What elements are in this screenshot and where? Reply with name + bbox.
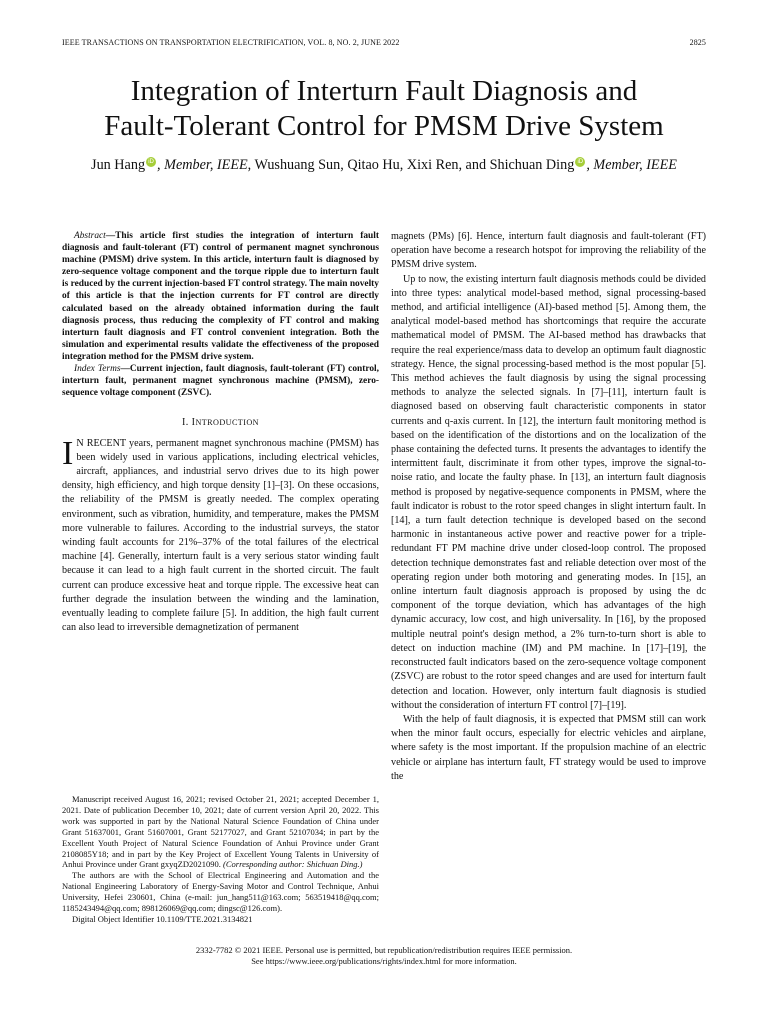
index-terms-text: Current injection, fault diagnosis, fault-tolerant (FT) control, interturn fault, permanent magnet synchronous machine (PMSM), zero-sequence voltage component (ZSVC). <box>62 364 379 399</box>
footnote-doi: Digital Object Identifier 10.1109/TTE.2021.3134821 <box>72 913 253 924</box>
intro-lead: N RECENT <box>76 437 126 449</box>
abstract-dash: — <box>105 231 116 241</box>
drop-cap: I <box>62 434 74 472</box>
footnote-affiliation: The authors are with the School of Electrical Engineering and Automation and the National Engineering Laboratory of Energy-Saving Motor and Control Technique, Anhui University, Hefei 230601, China (e-mail: jun_hang511@163.com; 563519418@qq.com; 1185243494@qq.com; 898126069@qq.com; dingsc@126.com). <box>62 870 379 914</box>
index-terms <box>62 363 379 399</box>
journal-name: IEEE TRANSACTIONS ON TRANSPORTATION ELECTRIFICATION, VOL. 8, NO. 2, JUNE 2022 <box>62 38 400 47</box>
author-list <box>40 157 728 174</box>
copyright-line: 2332-7782 © 2021 IEEE. Personal use is permitted, but republication/redistribution requires IEEE permission. <box>195 945 573 955</box>
author-5-membership: , Member, IEEE <box>586 157 677 173</box>
copyright-footer <box>62 945 706 967</box>
orcid-icon[interactable]: iD <box>146 157 156 167</box>
left-column <box>62 230 379 635</box>
author-1-membership: , Member, IEEE <box>157 157 248 173</box>
other-authors: , Wushuang Sun, Qitao Hu, Xixi Ren, and Shichuan Ding <box>247 157 575 173</box>
paper-title <box>40 74 728 144</box>
section-numeral: I. I <box>182 417 196 429</box>
footnotes <box>62 794 379 925</box>
abstract <box>62 230 379 363</box>
intro-text: years, permanent magnet synchronous machine (PMSM) has been widely used in various applications, including electrical vehicles, aircraft, appliances, and industrial servo drives due to its high power density, high efficiency, and high torque density [1]–[3]. On these occasions, the reliability of the PMSM is greatly needed. The complex operating environment, such as vibration, humidity, and temperature, makes the PMSM more vulnerable to failures. According to the industrial surveys, the stator winding fault accounts for 21%–37% of the total failures of the electrical machine [4]. Generally, interturn fault is a very serious stator winding fault because it can lead to a high fault current in the shorted circuit. The fault current can produce excessive heat and torque ripple. The excessive heat can further degrade the insulation between the winding and the lamination, eventually leading to complete failure [5]. In addition, the high fault current can also lead to irreversible demagnetization of permanent <box>62 437 379 634</box>
corresponding-author: (Corresponding author: Shichuan Ding.) <box>223 859 363 870</box>
author-1: Jun Hang <box>91 157 146 173</box>
right-paragraph-2: With the help of fault diagnosis, it is expected that PMSM still can work when the minor fault occurs, especially for electric vehicles and airplane, where safety is the most important. If the propulsion machine of an electric vehicle or airplane has interturn fault, FT strategy would be used to improve the <box>391 713 706 782</box>
rights-link-line[interactable]: See https://www.ieee.org/publications/rights/index.html for more information. <box>251 956 517 966</box>
index-terms-label: Index Terms <box>74 364 121 375</box>
footnote-manuscript-text: Manuscript received August 16, 2021; revised October 21, 2021; accepted December 1, 2021. Date of publication December 10, 2021; date of current version April 20, 2022. This work was supported in part by the National Natural Science Foundation of China under Grant 51637001, Grant 51607001, Grant 52177027, and Grant 52107034; in part by the Excellent Youth Project of Natural Science Foundation of Anhui Province under Grant 2108085Y18; and in part by the Key Project of Excellent Young Talents in University of Anhui Province under Grant gxyqZD2021090. <box>62 794 379 870</box>
abstract-text: This article first studies the integration of interturn fault diagnosis and fault-tolerant (FT) control of permanent magnet synchronous machine (PMSM) drive system. In this article, interturn fault is diagnosed by zero-sequence voltage component and the torque ripple due to interturn fault is reduced by the current injection-based FT control strategy. The main novelty of this article is that the injection currents for FT control are directly calculated based on the already obtained information during the fault diagnosis process, thus reducing the complexity of FT control and making interturn fault diagnosis and FT control convenient integration. Both the simulation and experimental results validate the effectiveness of the proposed integration method for the PMSM drive system. <box>62 231 379 362</box>
right-paragraph-0: magnets (PMs) [6]. Hence, interturn fault diagnosis and fault-tolerant (FT) operation have become a research hotspot for improving the reliability of the PMSM drive system. <box>391 231 706 271</box>
abstract-label: Abstract <box>74 231 106 241</box>
section-heading-introduction <box>62 416 379 430</box>
index-terms-dash: — <box>120 364 130 375</box>
intro-paragraph <box>62 434 379 636</box>
right-column <box>391 230 706 784</box>
running-header <box>62 38 706 47</box>
right-paragraph-1: Up to now, the existing interturn fault diagnosis methods could be divided into three types: analytical model-based method, signal processing-based method, and artificial intelligence (AI)-based method [5]. Among them, the analytical model-based method has shortcomings that require the accurate mathematical model of PMSM. The AI-based method has drawbacks that require the real experience/mass data to develop an optimum fault diagnostic strategy. Hence, the signal processing-based method is the most popular [5]. This method achieves the fault diagnosis by using the signal processing methods to analyze the selected signals. In [7]–[11], interturn fault is diagnosed based on observing fault characteristic components in stator currents and q-axis current. In [12], the interturn fault monitoring method is based on the identification of the distortions and on the localization of the phase containing the defected turns. It presents the advantages to identify the intermittent fault, discriminate it from other types, improve the signal-to-noise ratio, and locate the faulty phase. In [13], an interturn fault diagnosis method is proposed by negative-sequence components in PMSM, where the fault indicator is robust to the rotor speed changes in slight interturn fault. In [14], a turn fault detection technique is developed based on the second harmonic in instantaneous active power and reactive power for a triple-redundant FT PM machine drive under closed-loop control. The proposed detection technique demonstrates fast and reliable detection over most of the operating region under both motoring and generating modes. In [15], an online interturn fault diagnosis approach is proposed by using the dc component of the torque deviation, which has advantages of the high dynamic accuracy, low cost, and high universality. In [16], by the proposed multiple neutral point's design method, a 2% turn-to-turn short is able to detect on induction machine (IM) and PM machine. In [17]–[19], the reconstructed fault indicators based on the zero-sequence voltage component (ZSVC) are robust to the rotor speed changes and are used for interturn fault detection and location. However, only interturn fault diagnosis is studied without the consideration of interturn FT control [7]–[19]. <box>391 273 706 711</box>
section-name: NTRODUCTION <box>195 418 259 428</box>
title-line-2: Fault-Tolerant Control for PMSM Drive System <box>104 110 664 142</box>
page-number: 2825 <box>689 38 706 47</box>
title-line-1: Integration of Interturn Fault Diagnosis and <box>130 75 638 107</box>
orcid-icon[interactable]: iD <box>575 157 585 167</box>
footnote-manuscript <box>62 794 379 870</box>
